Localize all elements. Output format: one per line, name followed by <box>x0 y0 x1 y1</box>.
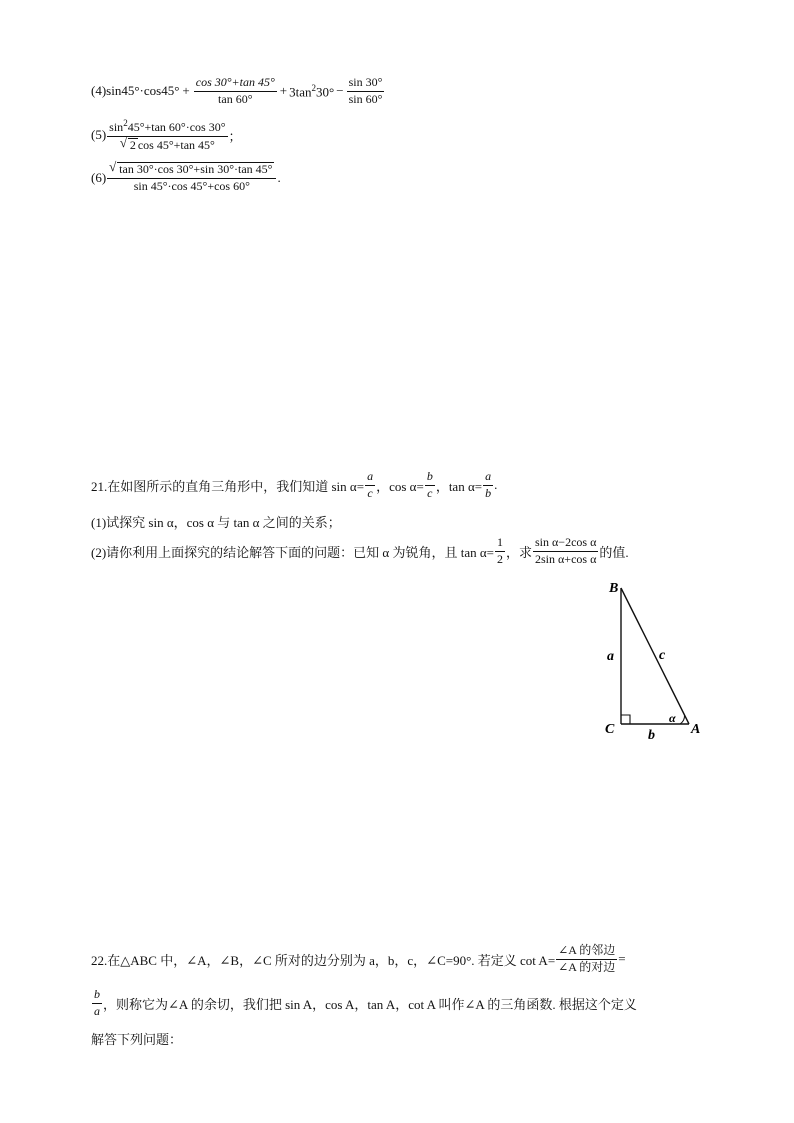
angle-alpha-label: α <box>669 711 676 725</box>
item-label: (4) <box>91 83 107 99</box>
side-c-label: c <box>659 648 666 663</box>
fraction <box>107 159 276 194</box>
numerator: √ tan 30°·cos 30°+sin 30°·tan 45° <box>107 162 276 179</box>
operator: + <box>279 83 288 99</box>
fraction-tan: $\frac{a}{b}$ <box>485 469 492 500</box>
operator: − <box>336 83 344 99</box>
fraction-cos: $\frac{b}{c}$ <box>426 469 433 500</box>
item-label: (6) <box>91 169 107 185</box>
item-label: (5) <box>91 127 107 143</box>
term: sin45°·cos45° <box>106 83 180 99</box>
denominator: sin 60° <box>348 91 383 106</box>
right-angle-mark <box>621 715 630 724</box>
fraction-half: $\frac{1}{2}$ <box>497 535 503 566</box>
side-b-label: b <box>648 728 655 743</box>
numerator: cos 30°+tan 45° <box>194 76 277 92</box>
problem-20-4 <box>91 76 385 107</box>
fraction <box>347 76 385 107</box>
problem-22-line-1: 22.在△ABC 中，∠A，∠B，∠C 所对的边分别为 a，b，c，∠C=90°. 若定义 cot A= $\frac{\text{∠A 的邻边}}{\text{∠A 的对边}}$ = <box>91 943 626 974</box>
problem-22-line-2: $\frac{b}{a}$ ，则称它为∠A 的余切，我们把 sin A，cos A，tan A，cot A 叫作∠A 的三角函数. 根据这个定义 <box>94 987 637 1018</box>
right-triangle-figure <box>595 576 715 746</box>
vertex-b-label: B <box>609 581 619 596</box>
numerator: $\sin^245^\circ+\tan$ 60°·cos 30° <box>107 118 227 137</box>
problem-21-part-2: (2)请你利用上面探究的结论解答下面的问题：已知 α 为锐角，且 tan α= $\frac{1}{2}$ ，求 $\frac{\text{sin α−2cos α}}{\text{2sin α+cos α}}$ 的值. <box>91 535 629 566</box>
fraction-cot-definition: $\frac{\text{∠A 的邻边}}{\text{∠A 的对边}}$ <box>558 943 616 974</box>
side-a-label: a <box>607 649 614 664</box>
vertex-a-label: A <box>691 722 701 737</box>
denominator: sin 45°·cos 45°+cos 60° <box>133 178 250 193</box>
side-ab <box>621 588 689 724</box>
denominator: tan 60° <box>218 91 253 106</box>
vertex-c-label: C <box>605 722 615 737</box>
fraction-sin: $\frac{a}{c}$ <box>367 469 374 500</box>
problem-21-statement: 21.在如图所示的直角三角形中，我们知道 sin α= $\frac{a}{c}$ ，cos α= $\frac{b}{c}$ ，tan α= $\frac{a}{b}$ . <box>91 469 498 500</box>
angle-alpha-arc <box>680 715 685 724</box>
problem-20-6 <box>91 159 281 194</box>
term: $3\tan^230^\circ$ <box>289 82 335 99</box>
problem-22-line-3: 解答下列问题： <box>91 1032 183 1047</box>
problem-20-5 <box>91 118 242 153</box>
fraction <box>194 76 277 107</box>
operator: + <box>182 83 190 99</box>
punctuation: . <box>277 169 281 185</box>
fraction-expression: $\frac{\text{sin α−2cos α}}{\text{2sin α+cos α}}$ <box>535 535 597 566</box>
fraction <box>107 118 227 153</box>
denominator: √ 2 cos 45°+tan 45° <box>119 134 215 152</box>
numerator: sin 30° <box>347 76 385 92</box>
problem-21-part-1: (1)试探究 sin α，cos α 与 tan α 之间的关系； <box>91 515 341 530</box>
fraction-b-over-a: $\frac{b}{a}$ <box>94 987 100 1018</box>
punctuation: ； <box>228 128 242 144</box>
